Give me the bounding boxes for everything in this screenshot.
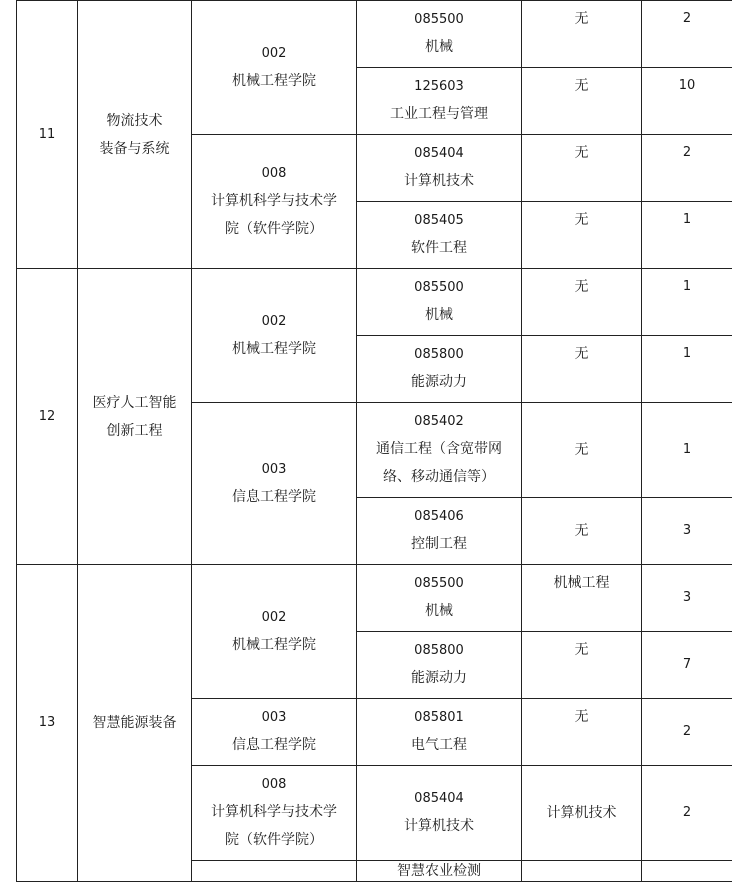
college-code: 008 <box>196 772 352 798</box>
major-code: 085801 <box>361 705 517 731</box>
major-name: 控制工程 <box>361 530 517 558</box>
quota: 2 <box>642 699 732 766</box>
major-name: 电气工程 <box>361 731 517 759</box>
major-cell <box>357 498 522 565</box>
quota: 3 <box>642 565 732 632</box>
table-row <box>17 269 732 336</box>
major-code: 085404 <box>361 786 517 812</box>
major-name: 计算机技术 <box>361 167 517 195</box>
requirement: 无 <box>522 632 642 699</box>
requirement: 无 <box>522 202 642 269</box>
college-name: 机械工程学院 <box>196 335 352 363</box>
requirement: 无 <box>522 336 642 403</box>
college-cell <box>192 1 357 135</box>
major-code: 085402 <box>361 409 517 435</box>
quota: 2 <box>642 1 732 68</box>
quota: 2 <box>642 135 732 202</box>
college-name: 信息工程学院 <box>196 731 352 759</box>
quota: 1 <box>642 403 732 498</box>
quota: 3 <box>642 498 732 565</box>
major-code: 085800 <box>361 638 517 664</box>
college-code: 003 <box>196 705 352 731</box>
college-cell <box>192 135 357 269</box>
college-code: 002 <box>196 605 352 631</box>
college-cell <box>192 766 357 861</box>
major-cell <box>357 269 522 336</box>
requirement: 无 <box>522 269 642 336</box>
college-cell <box>192 565 357 699</box>
quota: 1 <box>642 202 732 269</box>
major-code: 085500 <box>361 275 517 301</box>
requirement: 无 <box>522 403 642 498</box>
major-code: 085404 <box>361 141 517 167</box>
major-cell <box>357 135 522 202</box>
program-name: 医疗人工智能 创新工程 <box>78 269 192 565</box>
major-cell <box>357 699 522 766</box>
requirement: 机械工程 <box>522 565 642 632</box>
major-name: 通信工程（含宽带网 络、移动通信等） <box>361 435 517 491</box>
table-row <box>17 565 732 632</box>
major-cell <box>357 336 522 403</box>
college-code: 008 <box>196 161 352 187</box>
major-cell <box>357 565 522 632</box>
program-name-partial: 智慧农业检测 <box>357 861 522 882</box>
college-name: 计算机科学与技术学 院（软件学院） <box>196 798 352 854</box>
program-id: 12 <box>17 269 78 565</box>
major-name: 工业工程与管理 <box>361 100 517 128</box>
college-code: 002 <box>196 41 352 67</box>
college-name: 计算机科学与技术学 院（软件学院） <box>196 187 352 243</box>
major-name: 能源动力 <box>361 368 517 396</box>
major-code: 085406 <box>361 504 517 530</box>
major-cell <box>357 68 522 135</box>
enrollment-table <box>16 0 732 882</box>
major-cell <box>357 1 522 68</box>
quota: 1 <box>642 336 732 403</box>
college-cell <box>192 699 357 766</box>
major-name: 机械 <box>361 597 517 625</box>
major-code: 125603 <box>361 74 517 100</box>
requirement: 无 <box>522 135 642 202</box>
program-id: 11 <box>17 1 78 269</box>
college-code: 003 <box>196 457 352 483</box>
major-name: 机械 <box>361 33 517 61</box>
college-name: 机械工程学院 <box>196 631 352 659</box>
college-cell <box>192 403 357 565</box>
major-cell <box>357 403 522 498</box>
college-name: 机械工程学院 <box>196 67 352 95</box>
quota: 2 <box>642 766 732 861</box>
major-name: 计算机技术 <box>361 812 517 840</box>
program-name: 物流技术 装备与系统 <box>78 1 192 269</box>
requirement: 无 <box>522 498 642 565</box>
quota: 10 <box>642 68 732 135</box>
quota: 7 <box>642 632 732 699</box>
major-code: 085405 <box>361 208 517 234</box>
major-code: 085500 <box>361 571 517 597</box>
major-cell <box>357 202 522 269</box>
major-name: 机械 <box>361 301 517 329</box>
requirement: 无 <box>522 1 642 68</box>
major-name: 软件工程 <box>361 234 517 262</box>
requirement: 无 <box>522 68 642 135</box>
college-name: 信息工程学院 <box>196 483 352 511</box>
program-name: 智慧能源装备 <box>78 565 192 882</box>
major-cell <box>357 766 522 861</box>
college-code: 002 <box>196 309 352 335</box>
major-code: 085500 <box>361 7 517 33</box>
major-name: 能源动力 <box>361 664 517 692</box>
program-id: 13 <box>17 565 78 882</box>
major-code: 085800 <box>361 342 517 368</box>
major-cell <box>357 632 522 699</box>
table-row <box>17 1 732 68</box>
requirement: 无 <box>522 699 642 766</box>
quota: 1 <box>642 269 732 336</box>
college-cell <box>192 269 357 403</box>
requirement: 计算机技术 <box>522 766 642 861</box>
